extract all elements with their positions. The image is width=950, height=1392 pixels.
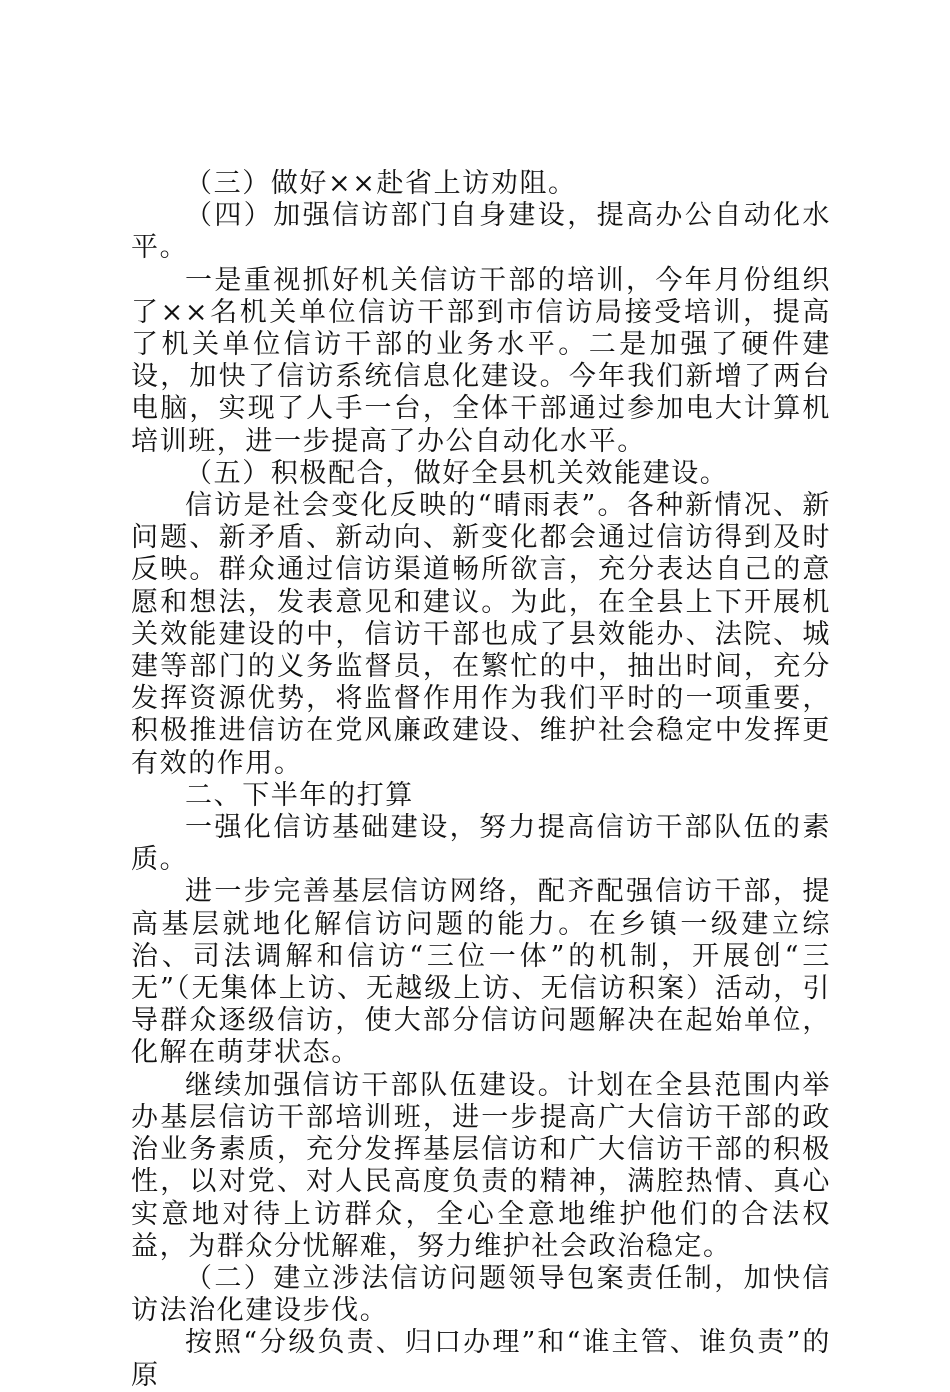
paragraph-part-2-heading: 二、下半年的打算 <box>185 779 414 811</box>
paragraph-training-and-hardware: 一是重视抓好机关信访干部的培训，今年月份组织了××名机关单位信访干部到市信访局接受培训，提高了机关单位信访干部的业务水平。二是加强了硬件建设，加快了信访系统信息化建设。今年我们新增了两台电脑，实现了人手一台，全体干部通过参加电大计算机培训班，进一步提高了办公自动化水平。 <box>131 264 831 457</box>
paragraph-section-5-heading: （五）积极配合，做好全县机关效能建设。 <box>185 457 729 489</box>
paragraph-team-building: 继续加强信访干部队伍建设。计划在全县范围内举办基层信访干部培训班，进一步提高广大信访干部的政治业务素质，充分发挥基层信访和广大信访干部的积极性，以对党、对人民高度负责的精神，满腔热情、真心实意地对待上访群众，全心全意地维护他们的合法权益，为群众分忧解难，努力维护社会政治稳定。 <box>131 1069 831 1262</box>
paragraph-section-4-heading: （四）加强信访部门自身建设，提高办公自动化水平。 <box>131 200 831 264</box>
paragraph-item-1-heading: 一强化信访基础建设，努力提高信访干部队伍的素质。 <box>131 812 831 876</box>
paragraph-item-2-heading: （二）建立涉法信访问题领导包案责任制，加快信访法治化建设步伐。 <box>131 1262 831 1327</box>
paragraph-petition-barometer: 信访是社会变化反映的“晴雨表”。各种新情况、新问题、新矛盾、新动向、新变化都会通过信访得到及时反映。群众通过信访渠道畅所欲言，充分表达自己的意愿和想法，发表意见和建议。为此，在全县上下开展机关效能建设的中，信访干部也成了县效能办、法院、城建等部门的义务监督员，在繁忙的中，抽出时间，充分发挥资源优势，将监督作用作为我们平时的一项重要，积极推进信访在党风廉政建设、维护社会稳定中发挥更有效的作用。 <box>131 490 831 779</box>
paragraph-responsibility-principle: 按照“分级负责、归口办理”和“谁主管、谁负责”的原 <box>131 1327 831 1391</box>
paragraph-section-3-heading: （三）做好××赴省上访劝阻。 <box>185 168 577 199</box>
document-body <box>131 168 831 1392</box>
paragraph-grassroots-network: 进一步完善基层信访网络，配齐配强信访干部，提高基层就地化解信访问题的能力。在乡镇一级建立综治、司法调解和信访“三位一体”的机制，开展创“三无”（无集体上访、无越级上访、无信访积案）活动，引导群众逐级信访，使大部分信访问题解决在起始单位，化解在萌芽状态。 <box>131 876 831 1069</box>
